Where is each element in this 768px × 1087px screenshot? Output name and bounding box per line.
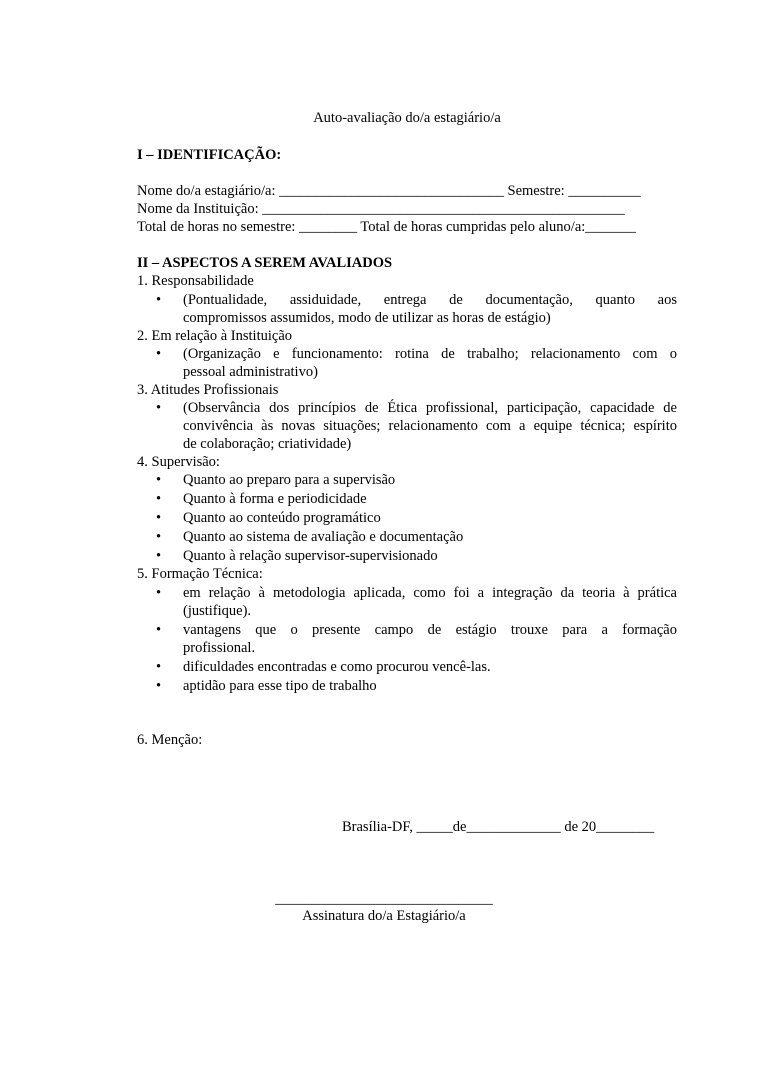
- list-item-text: Quanto ao sistema de avaliação e documentação: [183, 529, 464, 545]
- item-instituicao-label: 2. Em relação à Instituição: [137, 328, 293, 344]
- list-item-text: Quanto à forma e periodicidade: [183, 491, 367, 507]
- item-responsabilidade-label: 1. Responsabilidade: [137, 273, 254, 289]
- bullet-icon: •: [156, 585, 162, 601]
- list-item-text: Quanto à relação supervisor-supervisionado: [183, 548, 438, 564]
- list-item-text: aptidão para esse tipo de trabalho: [183, 678, 377, 694]
- section-identificacao-heading: I – IDENTIFICAÇÃO:: [137, 147, 282, 163]
- bullet-icon: •: [156, 292, 162, 308]
- list-item-text: (Observância dos princípios de Ética profissional, participação, capacidade de: [183, 400, 677, 416]
- bullet-icon: •: [156, 510, 162, 526]
- item-formacao-label: 5. Formação Técnica:: [137, 566, 263, 582]
- list-item-text: convivência às novas situações; relacionamento com a equipe técnica; espírito: [183, 418, 677, 434]
- bullet-icon: •: [156, 491, 162, 507]
- item-supervisao-label: 4. Supervisão:: [137, 454, 220, 470]
- list-item-text: compromissos assumidos, modo de utilizar as horas de estágio): [183, 310, 551, 326]
- bullet-icon: •: [156, 400, 162, 416]
- bullet-icon: •: [156, 472, 162, 488]
- list-item-text: vantagens que o presente campo de estágio trouxe para a formação: [183, 622, 677, 638]
- bullet-icon: •: [156, 622, 162, 638]
- list-item-text: (Pontualidade, assiduidade, entrega de documentação, quanto aos: [183, 292, 677, 308]
- list-item-text: Quanto ao preparo para a supervisão: [183, 472, 396, 488]
- date-line: Brasília-DF, _____de_____________ de 20________: [342, 819, 655, 835]
- bullet-icon: •: [156, 346, 162, 362]
- bullet-icon: •: [156, 659, 162, 675]
- bullet-icon: •: [156, 529, 162, 545]
- signature-line: ______________________________: [275, 891, 493, 907]
- list-item-text: pessoal administrativo): [183, 364, 318, 380]
- signature-label: Assinatura do/a Estagiário/a: [302, 908, 466, 924]
- document-title: Auto-avaliação do/a estagiário/a: [313, 110, 501, 126]
- item-atitudes-label: 3. Atitudes Profissionais: [137, 382, 279, 398]
- list-item-text: (justifique).: [183, 603, 252, 619]
- list-item-text: dificuldades encontradas e como procurou vencê-las.: [183, 659, 491, 675]
- bullet-icon: •: [156, 548, 162, 564]
- field-total-horas: Total de horas no semestre: ________ Total de horas cumpridas pelo aluno/a:_______: [137, 219, 637, 235]
- section-aspectos-heading: II – ASPECTOS A SEREM AVALIADOS: [137, 255, 393, 271]
- mencao-label: 6. Menção:: [137, 732, 203, 748]
- list-item-text: (Organização e funcionamento: rotina de trabalho; relacionamento com o: [183, 346, 677, 362]
- bullet-icon: •: [156, 678, 162, 694]
- field-nome-estagiario: Nome do/a estagiário/a: _______________________________ Semestre: __________: [137, 183, 641, 199]
- list-item-text: profissional.: [183, 640, 256, 656]
- list-item-text: Quanto ao conteúdo programático: [183, 510, 381, 526]
- list-item-text: de colaboração; criatividade): [183, 436, 352, 452]
- field-nome-instituicao: Nome da Instituição: __________________________________________________: [137, 201, 625, 217]
- list-item-text: em relação à metodologia aplicada, como foi a integração da teoria à prática: [183, 585, 677, 601]
